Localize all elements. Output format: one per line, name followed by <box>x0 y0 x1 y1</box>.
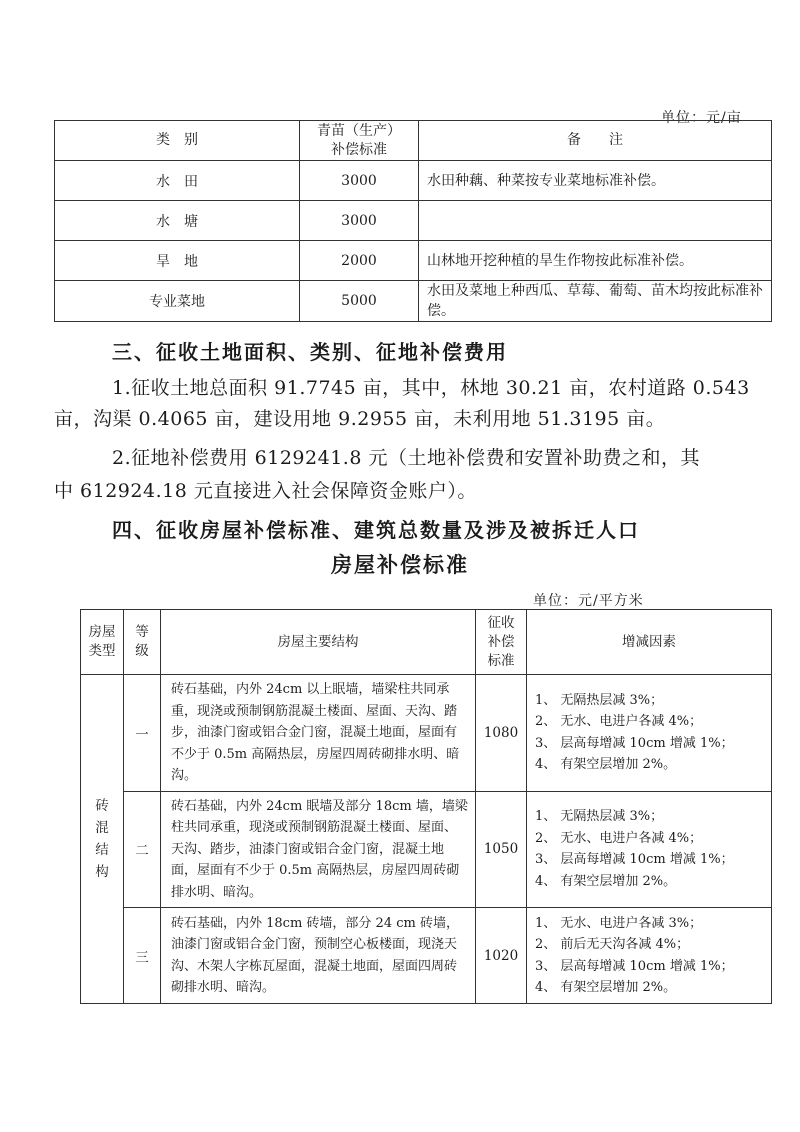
row-note: 水田及菜地上种西瓜、草莓、葡萄、苗木均按此标准补偿。 <box>419 281 772 322</box>
row-type: 旱 地 <box>55 241 300 281</box>
factor-item: 2、 前后无天沟各减 4%； <box>535 937 690 952</box>
table-row <box>55 161 772 201</box>
table-row <box>55 281 772 322</box>
section4-heading: 四、征收房屋补偿标准、建筑总数量及涉及被拆迁人口 <box>112 518 640 542</box>
header-standard-text: 青苗（生产）补偿标准 <box>317 122 401 158</box>
header-house-type-text: 房屋类型 <box>88 624 116 659</box>
row-factors <box>527 675 772 792</box>
section3-para2-line1: 2.征地补偿费用 6129241.8 元（土地补偿费和安置补助费之和，其 <box>112 447 700 469</box>
header-grade-text: 等级 <box>135 624 149 659</box>
factor-item: 2、 无水、电进户各减 4%； <box>535 830 703 846</box>
row-note: 山林地开挖种植的旱生作物按此标准补偿。 <box>419 241 772 281</box>
row-type: 水 田 <box>55 161 300 201</box>
seedling-compensation-table <box>54 120 772 322</box>
factor-item: 4、 有架空层增加 2%。 <box>535 980 677 995</box>
row-standard: 5000 <box>300 281 419 322</box>
housing-compensation-table <box>80 609 772 1004</box>
category-cell <box>81 675 124 1004</box>
factor-item: 1、 无隔热层减 3%； <box>535 809 664 825</box>
category-text: 砖混结构 <box>95 798 109 880</box>
table-row <box>81 675 772 792</box>
row-standard: 1020 <box>476 908 527 1004</box>
section3-para1-line1: 1.征收土地总面积 91.7745 亩，其中，林地 30.21 亩，农村道路 0.543 <box>112 377 750 399</box>
section3-para2-line2: 中 612924.18 元直接进入社会保障资金账户）。 <box>54 480 477 502</box>
header-factors: 增减因素 <box>527 610 772 675</box>
table-header-row <box>55 121 772 161</box>
row-standard: 1080 <box>476 675 527 792</box>
row-grade: 二 <box>124 791 161 908</box>
header-grade <box>124 610 161 675</box>
row-standard: 3000 <box>300 161 419 201</box>
table1-unit: 单位：元/亩 <box>661 110 742 126</box>
factor-item: 4、 有架空层增加 2%。 <box>535 757 677 773</box>
row-type: 专业菜地 <box>55 281 300 322</box>
factor-item: 3、 层高每增减 10cm 增减 1%； <box>535 958 734 974</box>
row-standard: 2000 <box>300 241 419 281</box>
header-standard-text: 征收补偿标准 <box>487 614 515 669</box>
header-standard <box>300 121 419 161</box>
row-grade: 三 <box>124 908 161 1004</box>
row-factors <box>527 908 772 1004</box>
table-row <box>55 201 772 241</box>
factor-item: 3、 层高每增减 10cm 增减 1%； <box>535 735 734 751</box>
header-category: 类 别 <box>55 121 300 161</box>
row-note: 水田种藕、种菜按专业菜地标准补偿。 <box>419 161 772 201</box>
header-structure: 房屋主要结构 <box>161 610 476 675</box>
header-remarks: 备 注 <box>419 121 772 161</box>
row-grade: 一 <box>124 675 161 792</box>
row-structure: 砖石基础，内外 24cm 以上眠墙，墙梁柱共同承重，现浇或预制钢筋混凝土楼面、屋面、天沟、踏步，油漆门窗或铝合金门窗，混凝土地面，屋面有不少于 0.5m 高隔热层，房屋四周砖砌排水明、暗沟。 <box>161 675 476 792</box>
row-standard: 3000 <box>300 201 419 241</box>
table-row <box>81 791 772 908</box>
table-header-row <box>81 610 772 675</box>
row-standard: 1050 <box>476 791 527 908</box>
table-row <box>81 908 772 1004</box>
factor-item: 2、 无水、电进户各减 4%； <box>535 714 703 730</box>
row-structure: 砖石基础，内外 18cm 砖墙，部分 24 cm 砖墙，油漆门窗或铝合金门窗，预制空心板楼面，现浇天沟、木架人字栋瓦屋面，混凝土地面，屋面四周砖砌排水明、暗沟。 <box>161 908 476 1004</box>
table-row <box>55 241 772 281</box>
header-standard <box>476 610 527 675</box>
housing-standard-title: 房屋补偿标准 <box>331 552 469 577</box>
factor-item: 1、 无水、电进户各减 3%； <box>535 915 703 931</box>
row-structure: 砖石基础，内外 24cm 眠墙及部分 18cm 墙，墙梁柱共同承重，现浇或预制钢筋混凝土楼面、屋面、天沟、踏步，油漆门窗或铝合金门窗，混凝土地面，屋面有不少于 0.5m 高隔热层，房屋四周砖砌排水明、暗沟。 <box>161 791 476 908</box>
section3-heading: 三、征收土地面积、类别、征地补偿费用 <box>112 340 508 364</box>
row-note <box>419 201 772 241</box>
factor-item: 1、 无隔热层减 3%； <box>535 692 664 708</box>
row-factors <box>527 791 772 908</box>
row-type: 水 塘 <box>55 201 300 241</box>
section3-para1-line2: 亩，沟渠 0.4065 亩，建设用地 9.2955 亩，未利用地 51.3195 亩。 <box>54 408 666 430</box>
header-house-type <box>81 610 124 675</box>
factor-item: 3、 层高每增减 10cm 增减 1%； <box>535 852 734 868</box>
factor-item: 4、 有架空层增加 2%。 <box>535 873 677 889</box>
table2-unit: 单位：元/平方米 <box>533 593 644 609</box>
